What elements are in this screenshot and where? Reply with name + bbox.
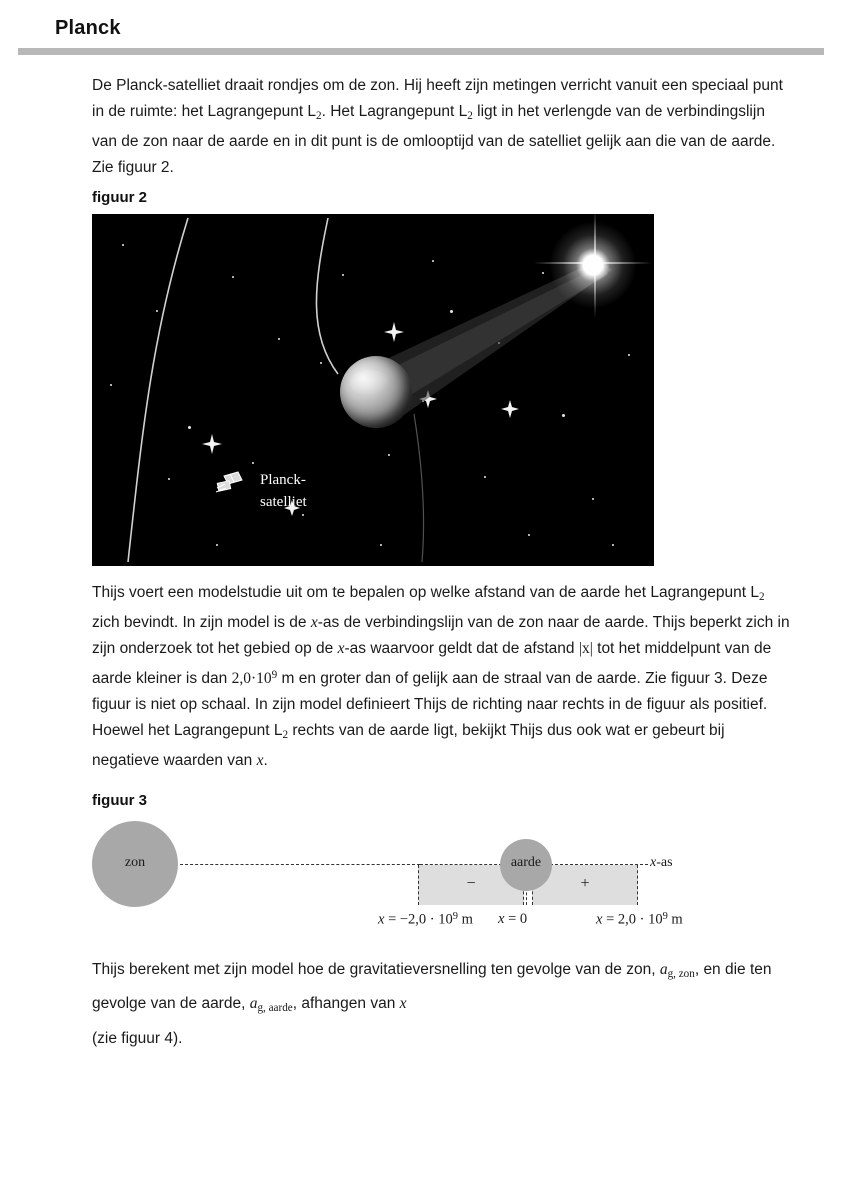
- paragraph-model-study: Thijs voert een modelstudie uit om te bepalen op welke afstand van de aarde het Lagrangepunt $L_2$ zich bevindt. In zijn model is de x-as de verbindingslijn van de zon naar de aarde. Thijs beperkt zich in zijn onderzoek tot het gebied op de x-as waarvoor geldt dat de afstand |x| tot het middelpunt van de aarde kleiner is dan $2,0\cdot 10^9$ m en groter dan of gelijk aan de straal van de aarde. Zie figuur 3. Deze figuur is niet op schaal. In zijn model definieert Thijs de richting naar rechts in de figuur als positief. Hoewel het Lagrangepunt $L_2$ rechts van de aarde ligt, bekijkt Thijs dus ook wat er gebeurt bij negatieve waarden van x.: [92, 584, 790, 770]
- x-left-caption: $x = -2,0 \cdot 10^9$ m: [378, 911, 473, 929]
- document-content: [92, 73, 790, 1052]
- subscript-two-d: 2: [282, 729, 289, 742]
- page-title: Planck: [55, 17, 121, 39]
- a-g-aarde-subscript: g, aarde: [257, 1002, 293, 1015]
- paragraph-intro: [92, 73, 790, 181]
- figure-2-image: [92, 214, 654, 566]
- subscript-two-c: 2: [758, 591, 765, 604]
- body3-text-2: , en die ten gevolge van de aarde,: [92, 961, 772, 1013]
- figure-3-diagram: [88, 817, 788, 945]
- intro-text-b: . Het Lagrangepunt L: [321, 103, 468, 120]
- body2-text-1: Thijs voert een modelstudie uit om te bepalen op welke afstand van de aarde het Lagrangepunt L: [92, 584, 759, 602]
- satellite-label-line2: satelliet: [260, 494, 307, 511]
- body2-text-5: tot het middelpunt van de aarde kleiner is dan: [92, 640, 772, 688]
- subscript-two-b: 2: [467, 110, 473, 123]
- subscript-two-a: 2: [316, 110, 322, 123]
- paragraph-gravity: [92, 955, 790, 1023]
- positive-sign: +: [580, 875, 590, 893]
- distance-exponent: 9: [271, 669, 278, 682]
- sun-glow: [550, 222, 636, 308]
- body2-text-7: rechts van de aarde ligt, bekijkt Thijs dus ook wat er gebeurt bij negatieve waarden van: [92, 722, 725, 770]
- symbol-x-3: x: [256, 752, 264, 770]
- a-g-aarde-symbol: a: [249, 995, 258, 1013]
- body2-text-4: -as waarvoor geldt dat de afstand: [344, 640, 579, 658]
- a-g-zon-subscript: g, zon: [667, 968, 695, 981]
- absolute-value-x: |x|: [578, 640, 593, 658]
- satellite-label-line1: Planck-: [260, 472, 306, 489]
- paragraph-see-figure4: (zie figuur 4).: [92, 1029, 183, 1047]
- x-center-caption: x = 0: [498, 911, 528, 928]
- earth-label: aarde: [510, 855, 542, 871]
- symbol-x-2: x: [337, 640, 345, 658]
- body2-text-6: m en groter dan of gelijk aan de straal van de aarde. Zie figuur 3. Deze figuur is niet op schaal. In zijn model definieert Thijs de richting naar rechts in de figuur als positief. Hoewel het Lagrangepunt L: [92, 670, 768, 740]
- sun-label: zon: [124, 855, 146, 871]
- satellite-label: [260, 469, 307, 513]
- body2-text-3: -as de verbindingslijn van de zon naar de aarde. Thijs beperkt zich in zijn onderzoek tot het gebied op de: [92, 614, 790, 658]
- intro-text-c: ligt in het verlengde van de verbindingslijn van de zon naar de aarde en in dit punt is de omlooptijd van de satelliet gelijk aan die van de aarde. Zie figuur 2.: [92, 103, 776, 177]
- negative-sign: −: [466, 875, 476, 893]
- body3-text-1: Thijs berekent met zijn model hoe de gravitatieversnelling ten gevolge van de zon,: [92, 961, 660, 979]
- x-right-caption: $x = 2,0 \cdot 10^9$ m: [596, 911, 683, 929]
- planck-satellite-icon: [214, 470, 248, 496]
- symbol-x-1: x: [310, 614, 318, 632]
- document-page: [0, 17, 842, 1195]
- distance-value: 2,0·10: [231, 670, 272, 688]
- figure-3-label: figuur 3: [92, 792, 147, 810]
- axis-line-left: [180, 864, 420, 865]
- a-g-zon-symbol: a: [659, 961, 668, 979]
- body3-text-3: , afhangen van: [292, 995, 400, 1013]
- earth-globe: [340, 356, 412, 428]
- x-axis-label: x-as: [650, 855, 673, 871]
- body2-text-2: zich bevindt. In zijn model is de: [92, 614, 311, 632]
- sun-ray-horizontal: [534, 262, 652, 264]
- sun-ray-vertical: [594, 214, 596, 318]
- header-divider: [18, 48, 824, 55]
- intro-text-a: De Planck-satelliet draait rondjes om de zon. Hij heeft zijn metingen verricht vanuit een speciaal punt in de ruimte: het Lagrangepunt L: [92, 77, 783, 120]
- figure-2-label: figuur 2: [92, 189, 147, 207]
- symbol-x-4: x: [399, 995, 407, 1013]
